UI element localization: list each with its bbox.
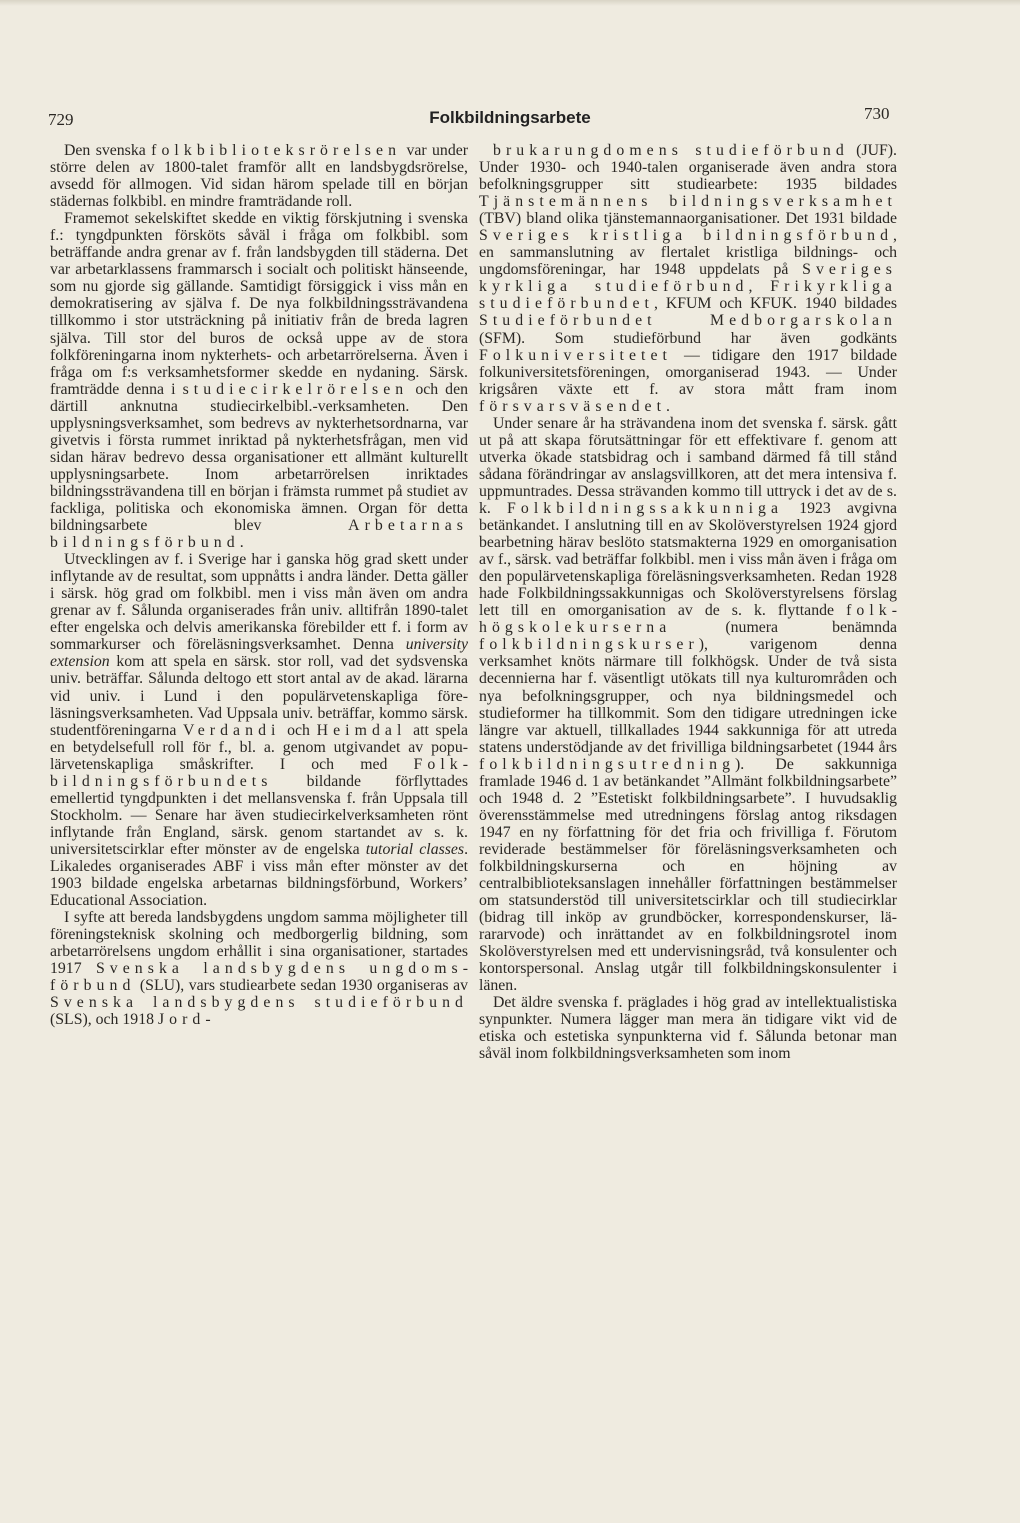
- spaced-term: Sveriges kristliga bildningsförbund: [479, 227, 894, 245]
- text-run: .: [239, 534, 244, 552]
- spaced-term: Heimdal: [316, 721, 407, 739]
- paragraph: [50, 210, 468, 551]
- text-run: och: [280, 721, 317, 739]
- text-run: Under senare år ha strävandena inom det svenska f. särsk. gått ut på att skapa förutsättningar för ett effektivare f. genom att utverka ökade statsbidrag och i samband därmed få till stånd sådana förändringar av anslagsvillkoren, att det mera intensiva f. uppmuntrades. Dessa strävanden kommo till uttryck i det av de s. k.: [479, 414, 897, 517]
- text-run: Framemot sekelskiftet skedde en viktig förskjutning i svenska f.: tyngdpunkten försköts såväl i fråga om folkbibl. som beträffande andra grenar av f. från landsbygden till städerna. Det var arbetarklassens frammarsch i socialt och politiskt hänseende, som nu gjorde sig gällande. Samtidigt försiggick i viss mån en demokratisering av själva f. De nya folkbildningssträvandena tillkommo i stor utsträckning på initiativ från de breda lagren själva. Till stor del buros de också uppe av de stora folkföreningarna inom nykterhets- och arbetarrörelserna. Även i fråga om f:s verksamhetsformer skedde en nydaning. Särsk. framträdde denna i: [50, 210, 468, 398]
- paragraph: [479, 994, 897, 1062]
- text-run: , en sammanslutning av flertalet kristliga bildnings- och ungdomsföreningar, har 1948 uppdelats på: [479, 227, 897, 279]
- spaced-term: Studieförbundet Medborgarskolan: [479, 312, 897, 330]
- paragraph: [50, 142, 468, 210]
- text-run: Utvecklingen av f. i Sverige har i ganska hög grad skett under inflytande av de resultat, som uppnåtts i andra länder. Detta gäller i särsk. hög grad om folkbibl. men i viss mån även om andra grenar av f. Sålunda organiserades från univ. alltifrån 1890-talet efter engelska och delvis amerikanska förebilder ett f. i form av sommarkurser och föreläsningsverksamhet. Denna: [50, 551, 468, 654]
- spaced-term: försvarsväsendet: [479, 397, 667, 415]
- text-run: bildande förflyttades emellertid tyngdpunkten i det mellansvenska f. från Uppsala till Stockholm. — Senare har även studiecirkelverksamheten rönt inflytande från England, särsk. genom startandet av s. k. universitetscirklar efter mönster av de engelska: [50, 772, 468, 858]
- spaced-term: Svenska landsbygdens ungdomsförbund: [50, 960, 469, 995]
- page-edge: [0, 0, 1020, 6]
- page-number-left: 729: [48, 110, 74, 129]
- page-number-right: 730: [864, 104, 890, 123]
- italic-term: university extension: [50, 636, 468, 671]
- paragraph: [479, 415, 897, 995]
- text-run: (SLS), och 1918: [50, 1011, 158, 1029]
- text-run: och den därtill anknutna studiecirkelbibl.-verksamheten. Den upplysningsverksamhet, som bedrevs av nykterhetsordnarna, var givetvis i första rummet inriktad på nykterhetsfrågan, men vid sidan härav bedrevo dessa organisationer ett allmänt kulturellt upplysningsarbete. Inom arbetarrörelsen inriktades bildningssträvandena till en början i främsta rummet på studiet av fackliga, politiska och ekonomiska ämnen. Organ för detta bildningsarbete blev: [50, 380, 468, 535]
- text-run: . Likaledes organiserades ABF i viss mån efter mönster av det 1903 bildade engelska arbetarnas bildningsförbund, Workers’ Educational Association.: [50, 840, 469, 910]
- paragraph: [50, 551, 468, 909]
- spaced-term: Verdandi: [183, 721, 281, 739]
- spaced-term: Svenska landsbygdens studieförbund: [50, 994, 468, 1012]
- spaced-term: Tjänstemännens bildningsverksamhet: [479, 193, 897, 211]
- running-header: [0, 104, 1020, 132]
- text-run: Det äldre svenska f. präglades i hög grad av intellektualistiska synpunkter. Numera lägger man mera än tidigare vikt vid de etiska och estetiska synpunkterna vid f. Sålunda betonar man såväl inom folkbildningsverksamheten som inom: [479, 994, 897, 1063]
- text-run: , KFUM och KFUK. 1940 bildades: [654, 295, 897, 313]
- spaced-term: Jord-: [157, 1011, 216, 1029]
- spaced-term: Folkbildningsförbundets: [50, 755, 468, 790]
- left-column: [50, 142, 468, 1028]
- spaced-term: Folkuniversitetet: [479, 346, 673, 364]
- page-title: Folkbildningsarbete: [429, 108, 591, 127]
- text-run: ), varigenom denna verksamhet knöts närmare till folkhögsk. Under de två sista decennierna har f. väsentligt utökats till nya kulturområden och nya befolkningsgrupper, och nya bildningsmedel och studieformer ha tillkommit. Som den tidigare utredningen icke längre var aktuell, tillkallades 1944 sakkunniga för att utreda statens understödjande av det frivilliga bildningsarbetet (1944 års: [479, 636, 897, 756]
- text-run: var under större delen av 1800-talet framför allt en landsbygdsrörelse, avsedd för allmogen. Vid sidan härom spelade till en början städernas folkbibl. en mindre framträdande roll.: [50, 142, 468, 211]
- text-run: (SFM). Som studieförbund har även godkänts: [479, 329, 897, 347]
- text-run: (SLU), vars studiearbete sedan 1930 organiseras av: [135, 977, 468, 995]
- spaced-term: folkbildningskurser: [479, 636, 699, 654]
- text-run: (JUF). Under 1930- och 1940-talen organiserade även andra stora befolkningsgrupper sitt studiearbete: 1935 bildades: [479, 142, 897, 194]
- right-column: [479, 142, 897, 1063]
- text-run: Den svenska: [64, 142, 152, 159]
- paragraph: [479, 142, 897, 415]
- text-run: ,: [748, 278, 771, 296]
- spaced-term: folkbiblioteksrörelsen: [151, 142, 402, 159]
- spaced-term: Frikyrkliga studieförbundet: [479, 278, 897, 313]
- text-run: 1923 avgivna betänkandet. I anslutning till en av Skolöverstyrelsen 1924 gjord bearbetning härav beslöto statsmakterna 1929 en omorganisation av f., särsk. vad beträffar folkbibl. men i viss mån även i fråga om den populärvetenskapliga föreläsningsverksamheten. Redan 1928 hade Folkbildningssakkunnigas och Skolöverstyrelsens förslag lett till en omorganisation av de s. k. flyttande: [479, 499, 898, 620]
- paragraph: [50, 909, 468, 1028]
- spaced-term: Sveriges kyrkliga studieförbund: [479, 261, 897, 296]
- spaced-term: Arbetarnas bildningsförbund: [50, 517, 468, 552]
- text-run: att spela en betydelsefull roll för f., bl. a. genom utgivandet av populärvetenskapliga småskrifter. I och med: [50, 721, 468, 773]
- text-run: (numera benämnda: [671, 619, 897, 637]
- text-run: — tidigare den 1917 bildade folkuniversitetsföreningen, omorganiserad 1943. — Under krigsåren växte ett f. av stora mått fram inom: [479, 346, 897, 398]
- spaced-term: folkbildningsutredning: [479, 755, 736, 773]
- text-run: kom att spela en särsk. stor roll, vad det sydsvenska univ. beträffar. Sålunda deltogo ett stort antal av de akad. lärarna vid univ. i Lund i den populärvetenskapliga föreläsningsverksamheten. Vad Uppsala univ. beträffar, kommo särsk. studentföreningarna: [50, 653, 468, 739]
- text-run: (TBV) bland olika tjänstemannaorganisationer. Det 1931 bildade: [479, 210, 897, 228]
- spaced-term: Folkbildningssakkunniga: [507, 499, 784, 517]
- spaced-term: brukarungdomens studieförbund: [493, 142, 849, 159]
- text-run: .: [666, 397, 670, 415]
- spaced-term: studiecirkelrörelsen: [182, 380, 409, 398]
- text-run: ). De sakkunniga framlade 1946 d. 1 av betänkandet ”Allmänt folkbildningsarbete” och 1948 d. 2 ”Estetiskt folkbildningsarbete”. I huvudsaklig överensstämmelse med utredningens förslag antog riksdagen 1947 en ny författning för det fria och frivilliga f. Förutom reviderade bestämmelser för föreläsningsverksamheten och folkbildningskurserna och en höjning av centralbiblioteksanslagen innehåller författningen bestämmelser om statsunderstöd till universitetscirklar och till studiecirklar (bidrag till inköp av grundböcker, korrespondenskurser, lärararvode) och inrättandet av en folkbildningsrotel inom Skolöverstyrelsen med ett undervisningsråd, två konsulenter och kontorspersonal. Anslag utgår till folkbildningskonsulenter i länen.: [479, 755, 897, 995]
- spaced-term: folkhögskolekurserna: [479, 602, 897, 637]
- italic-term: tutorial classes: [365, 840, 465, 858]
- text-run: I syfte att bereda landsbygdens ungdom samma möjligheter till föreningsteknisk skolning och medborgerlig bildning, som arbetarrörelsens ungdom erhållit i sina organisationer, startades 1917: [50, 909, 468, 978]
